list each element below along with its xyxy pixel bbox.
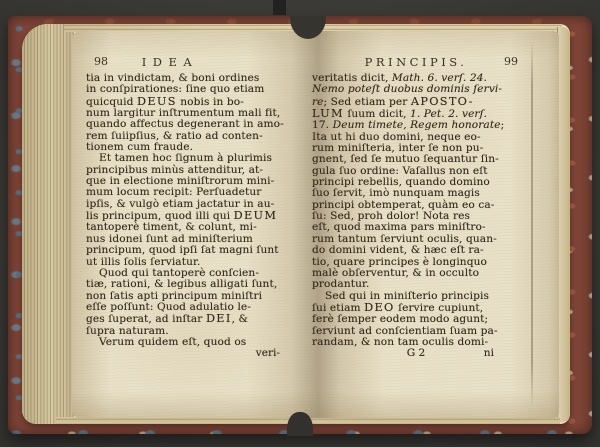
text-line: que in electione miniſtrorum mini-	[86, 175, 275, 188]
catchword: ni	[483, 347, 494, 360]
right-page-number: 99	[504, 55, 518, 68]
text-line: tia in vindictam, & boni ordines	[86, 72, 260, 84]
text-line: ſuo ſervit, imò nunquam magis	[312, 187, 480, 200]
text-line: gnent, ſed ſe mutuo ſequantur ſin-	[312, 153, 499, 166]
text-line: num largitur inſtrumentum mali fit,	[86, 107, 281, 120]
text-line: quicquid DEUS nobis in bo-	[86, 94, 244, 108]
text-line: eſſe poſſunt: Quod adulatio le-	[86, 300, 251, 313]
text-line: rum tantum ſerviunt oculis, quan-	[312, 232, 497, 245]
page-crease	[531, 41, 533, 408]
gutter-notch-bottom	[287, 412, 313, 436]
text-line: Nemo poteſt duobus dominis ſervi-	[312, 83, 503, 96]
text-line: principibus minùs attenditur, at-	[86, 163, 264, 176]
text-line: 17. Deum timete, Regem honorate;	[312, 119, 505, 132]
text-line: principi rebellis, quando domino	[312, 176, 490, 189]
left-running-title: IDEA	[141, 55, 199, 69]
right-page-footline	[312, 348, 520, 360]
text-line: lis principum, quod illi qui DEUM	[86, 209, 278, 223]
text-line: eſt, quod maxima pars miniſtro-	[312, 221, 486, 234]
text-line: malè obſerventur, & in occulto	[312, 266, 480, 279]
right-page	[312, 55, 520, 360]
text-line: quando affectus degenerant in amo-	[86, 118, 284, 131]
text-line: ſui etiam DEO ſervire cupiunt,	[312, 300, 484, 314]
text-line: tionem cum fraude.	[86, 141, 194, 154]
right-page-text	[312, 73, 520, 348]
page-edges-left	[22, 24, 74, 424]
left-page	[86, 55, 294, 360]
text-line: Et tamen hoc ſignum à plurimis	[99, 152, 273, 165]
text-line: ſu: Sed, proh dolor! Nota res	[312, 210, 471, 223]
text-line: re; Sed etiam per APOSTO-	[312, 94, 474, 108]
text-line: Ita ut hi duo domini, neque eo-	[312, 130, 481, 143]
text-line: principum, quod ipſi ſat magni ſunt	[86, 244, 279, 257]
text-line: in conſpirationes: ſine quo etiam	[86, 83, 265, 96]
text-line: Sed qui in miniſterio principis	[325, 289, 489, 302]
text-line: mum locum recipit: Perſuadetur	[86, 186, 262, 199]
text-line: gula ſuo ordine: Vaſallus non eſt	[312, 164, 488, 177]
text-line: ges ſuperat, ad inſtar DEI, &	[86, 312, 249, 326]
text-line: LUM ſuum dicit, 1. Pet. 2. verſ.	[312, 107, 488, 121]
text-line: tantoperè timent, & colunt, mi-	[86, 221, 257, 234]
left-page-text	[86, 73, 294, 348]
text-line: non ſatis apti principum miniſtri	[86, 289, 263, 302]
text-line: rem ſuiipſius, & ratio ad conten-	[86, 129, 263, 142]
text-line: ſerviunt ad conſcientiam ſuam pa-	[312, 324, 498, 337]
left-running-head	[86, 55, 294, 70]
catchword: veri-	[255, 347, 280, 360]
left-page-footline	[86, 348, 294, 360]
text-line: rum miniſteria, inter ſe non pu-	[312, 142, 484, 155]
text-line: veritatis dicit, Math. 6. verſ. 24.	[312, 72, 487, 84]
text-line: do domini vident, & hæc eſt ra-	[312, 244, 484, 257]
text-line: tiæ, rationi, & legibus alligati ſunt,	[86, 278, 278, 291]
text-line: ſupra naturam.	[86, 324, 169, 337]
text-line: tio, quare principes è longinquo	[312, 255, 488, 268]
right-running-head	[312, 55, 520, 70]
text-line: ferè ſemper eodem modo agunt;	[312, 313, 489, 326]
text-line: ipſis, & vulgò etiam jactatur in au-	[86, 197, 275, 210]
text-line: principi obtemperat, quàm eo ca-	[312, 198, 495, 211]
text-line: Verum quidem eſt, quod os	[99, 335, 247, 348]
left-page-number: 98	[94, 55, 108, 68]
text-line: randam, & non tam oculis domi-	[312, 335, 489, 348]
text-line: Quod qui tantoperè conſcien-	[99, 266, 260, 279]
right-running-title: PRINCIPIS.	[364, 55, 468, 69]
signature-mark: G 2	[406, 347, 426, 360]
spine-gap-top	[273, 0, 286, 15]
text-line: nus idonei ſunt ad miniſterium	[86, 232, 253, 245]
text-line: ut illis ſolis ſerviatur.	[86, 255, 201, 268]
text-line: prodantur.	[312, 278, 370, 291]
